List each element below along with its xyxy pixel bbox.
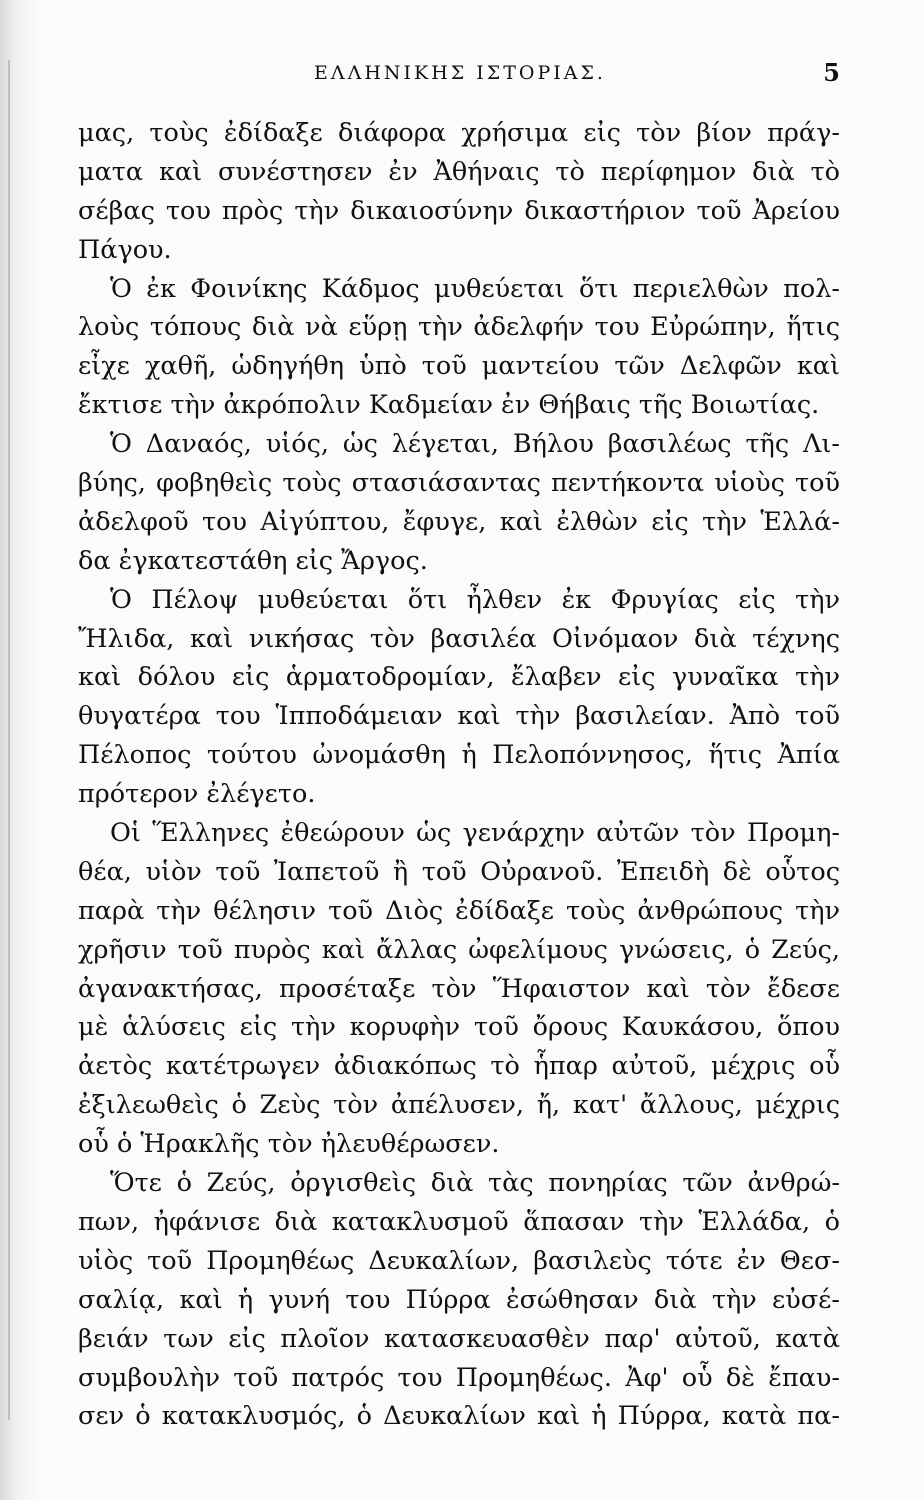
body-text [78,114,840,1436]
text-line: λοὺς τόπους διὰ νὰ εὕρῃ τὴν ἀδελφήν του Εὐρώπην, ἥτις [78,312,840,343]
text-line: καὶ δόλου εἰς ἁρματοδρομίαν, ἔλαβεν εἰς γυναῖκα τὴν [78,662,840,693]
text-line: ἀγανακτήσας, προσέταξε τὸν Ἥφαιστον καὶ τὸν ἔδεσε [78,973,840,1004]
paragraph-first-line: Ὅτε ὁ Ζεύς, ὀργισθεὶς διὰ τὰς πονηρίας τῶν ἀνθρώ- [110,1168,840,1199]
text-line: σαλίᾳ, καὶ ἡ γυνή του Πύρρα ἐσώθησαν διὰ τὴν εὐσέ- [78,1284,840,1315]
text-line: ἔκτισε τὴν ἀκρόπολιν Καδμείαν ἐν Θήβαις τῆς Βοιωτίας. [78,390,820,421]
running-header [80,58,840,96]
paragraph-first-line: Ὁ Πέλοψ μυθεύεται ὅτι ἦλθεν ἐκ Φρυγίας εἰς τὴν [110,584,840,615]
text-line: βειάν των εἰς πλοῖον κατασκευασθὲν παρ' αὐτοῦ, κατὰ [78,1323,840,1354]
text-line: πων, ἠφάνισε διὰ κατακλυσμοῦ ἅπασαν τὴν Ἑλλάδα, ὁ [78,1206,840,1237]
text-line: υἱὸς τοῦ Προμηθέως Δευκαλίων, βασιλεὺς τότε ἐν Θεσ- [78,1245,840,1276]
text-line: ἀετὸς κατέτρωγεν ἀδιακόπως τὸ ἧπαρ αὐτοῦ, μέχρις οὗ [78,1051,840,1082]
text-line: παρὰ τὴν θέλησιν τοῦ Διὸς ἐδίδαξε τοὺς ἀνθρώπους τὴν [78,895,840,926]
text-line: δα ἐγκατεστάθη εἰς Ἄργος. [78,545,428,576]
text-line: συμβουλὴν τοῦ πατρός του Προμηθέως. Ἀφ' οὗ δὲ ἔπαυ- [78,1362,840,1393]
binding-shadow [0,0,38,1500]
running-title: ΕΛΛΗΝΙΚΗΣ ΙΣΤΟΡΙΑΣ. [314,62,606,84]
text-line: ἐξιλεωθεὶς ὁ Ζεὺς τὸν ἀπέλυσεν, ἤ, κατ' ἄλλους, μέχρις [78,1090,840,1121]
text-line: μὲ ἁλύσεις εἰς τὴν κορυφὴν τοῦ ὄρους Καυκάσου, ὅπου [78,1012,840,1043]
text-line: θυγατέρα του Ἱπποδάμειαν καὶ τὴν βασιλείαν. Ἀπὸ τοῦ [78,701,840,732]
text-line: χρῆσιν τοῦ πυρὸς καὶ ἄλλας ὠφελίμους γνώσεις, ὁ Ζεύς, [78,934,840,965]
text-line: ἀδελφοῦ του Αἰγύπτου, ἔφυγε, καὶ ἐλθὼν εἰς τὴν Ἑλλά- [78,506,840,537]
text-line: εἶχε χαθῆ, ὡδηγήθη ὑπὸ τοῦ μαντείου τῶν Δελφῶν καὶ [78,351,840,382]
text-line: βύης, φοβηθεὶς τοὺς στασιάσαντας πεντήκοντα υἱοὺς τοῦ [78,468,840,499]
text-line: μας, τοὺς ἐδίδαξε διάφορα χρήσιμα εἰς τὸν βίον πράγ- [78,118,840,148]
binding-edge [8,60,10,1420]
text-line: Ἤλιδα, καὶ νικήσας τὸν βασιλέα Οἰνόμαον διὰ τέχνης [78,623,840,654]
text-line: πρότερον ἐλέγετο. [78,779,316,810]
text-line: σέβας του πρὸς τὴν δικαιοσύνην δικαστήριον τοῦ Ἀρείου [78,195,840,226]
paragraph-first-line: Οἱ Ἕλληνες ἐθεώρουν ὡς γενάρχην αὐτῶν τὸν Προμη- [110,818,840,849]
text-line: ματα καὶ συνέστησεν ἐν Ἀθήναις τὸ περίφημον διὰ τὸ [78,156,840,187]
text-line: Πέλοπος τούτου ὠνομάσθη ἡ Πελοπόννησος, ἥτις Ἀπία [78,740,840,771]
text-line: Πάγου. [78,234,172,265]
paragraph-first-line: Ὁ Δαναός, υἱός, ὡς λέγεται, Βήλου βασιλέως τῆς Λι- [110,429,840,460]
text-line: σεν ὁ κατακλυσμός, ὁ Δευκαλίων καὶ ἡ Πύρρα, κατὰ πα- [78,1401,840,1432]
page-number: 5 [823,58,840,87]
text-line: θέα, υἱὸν τοῦ Ἰαπετοῦ ἢ τοῦ Οὐρανοῦ. Ἐπειδὴ δὲ οὗτος [78,856,840,887]
text-line: οὗ ὁ Ἡρακλῆς τὸν ἠλευθέρωσεν. [78,1129,500,1160]
paragraph-first-line: Ὁ ἐκ Φοινίκης Κάδμος μυθεύεται ὅτι περιελθὼν πολ- [110,273,840,304]
